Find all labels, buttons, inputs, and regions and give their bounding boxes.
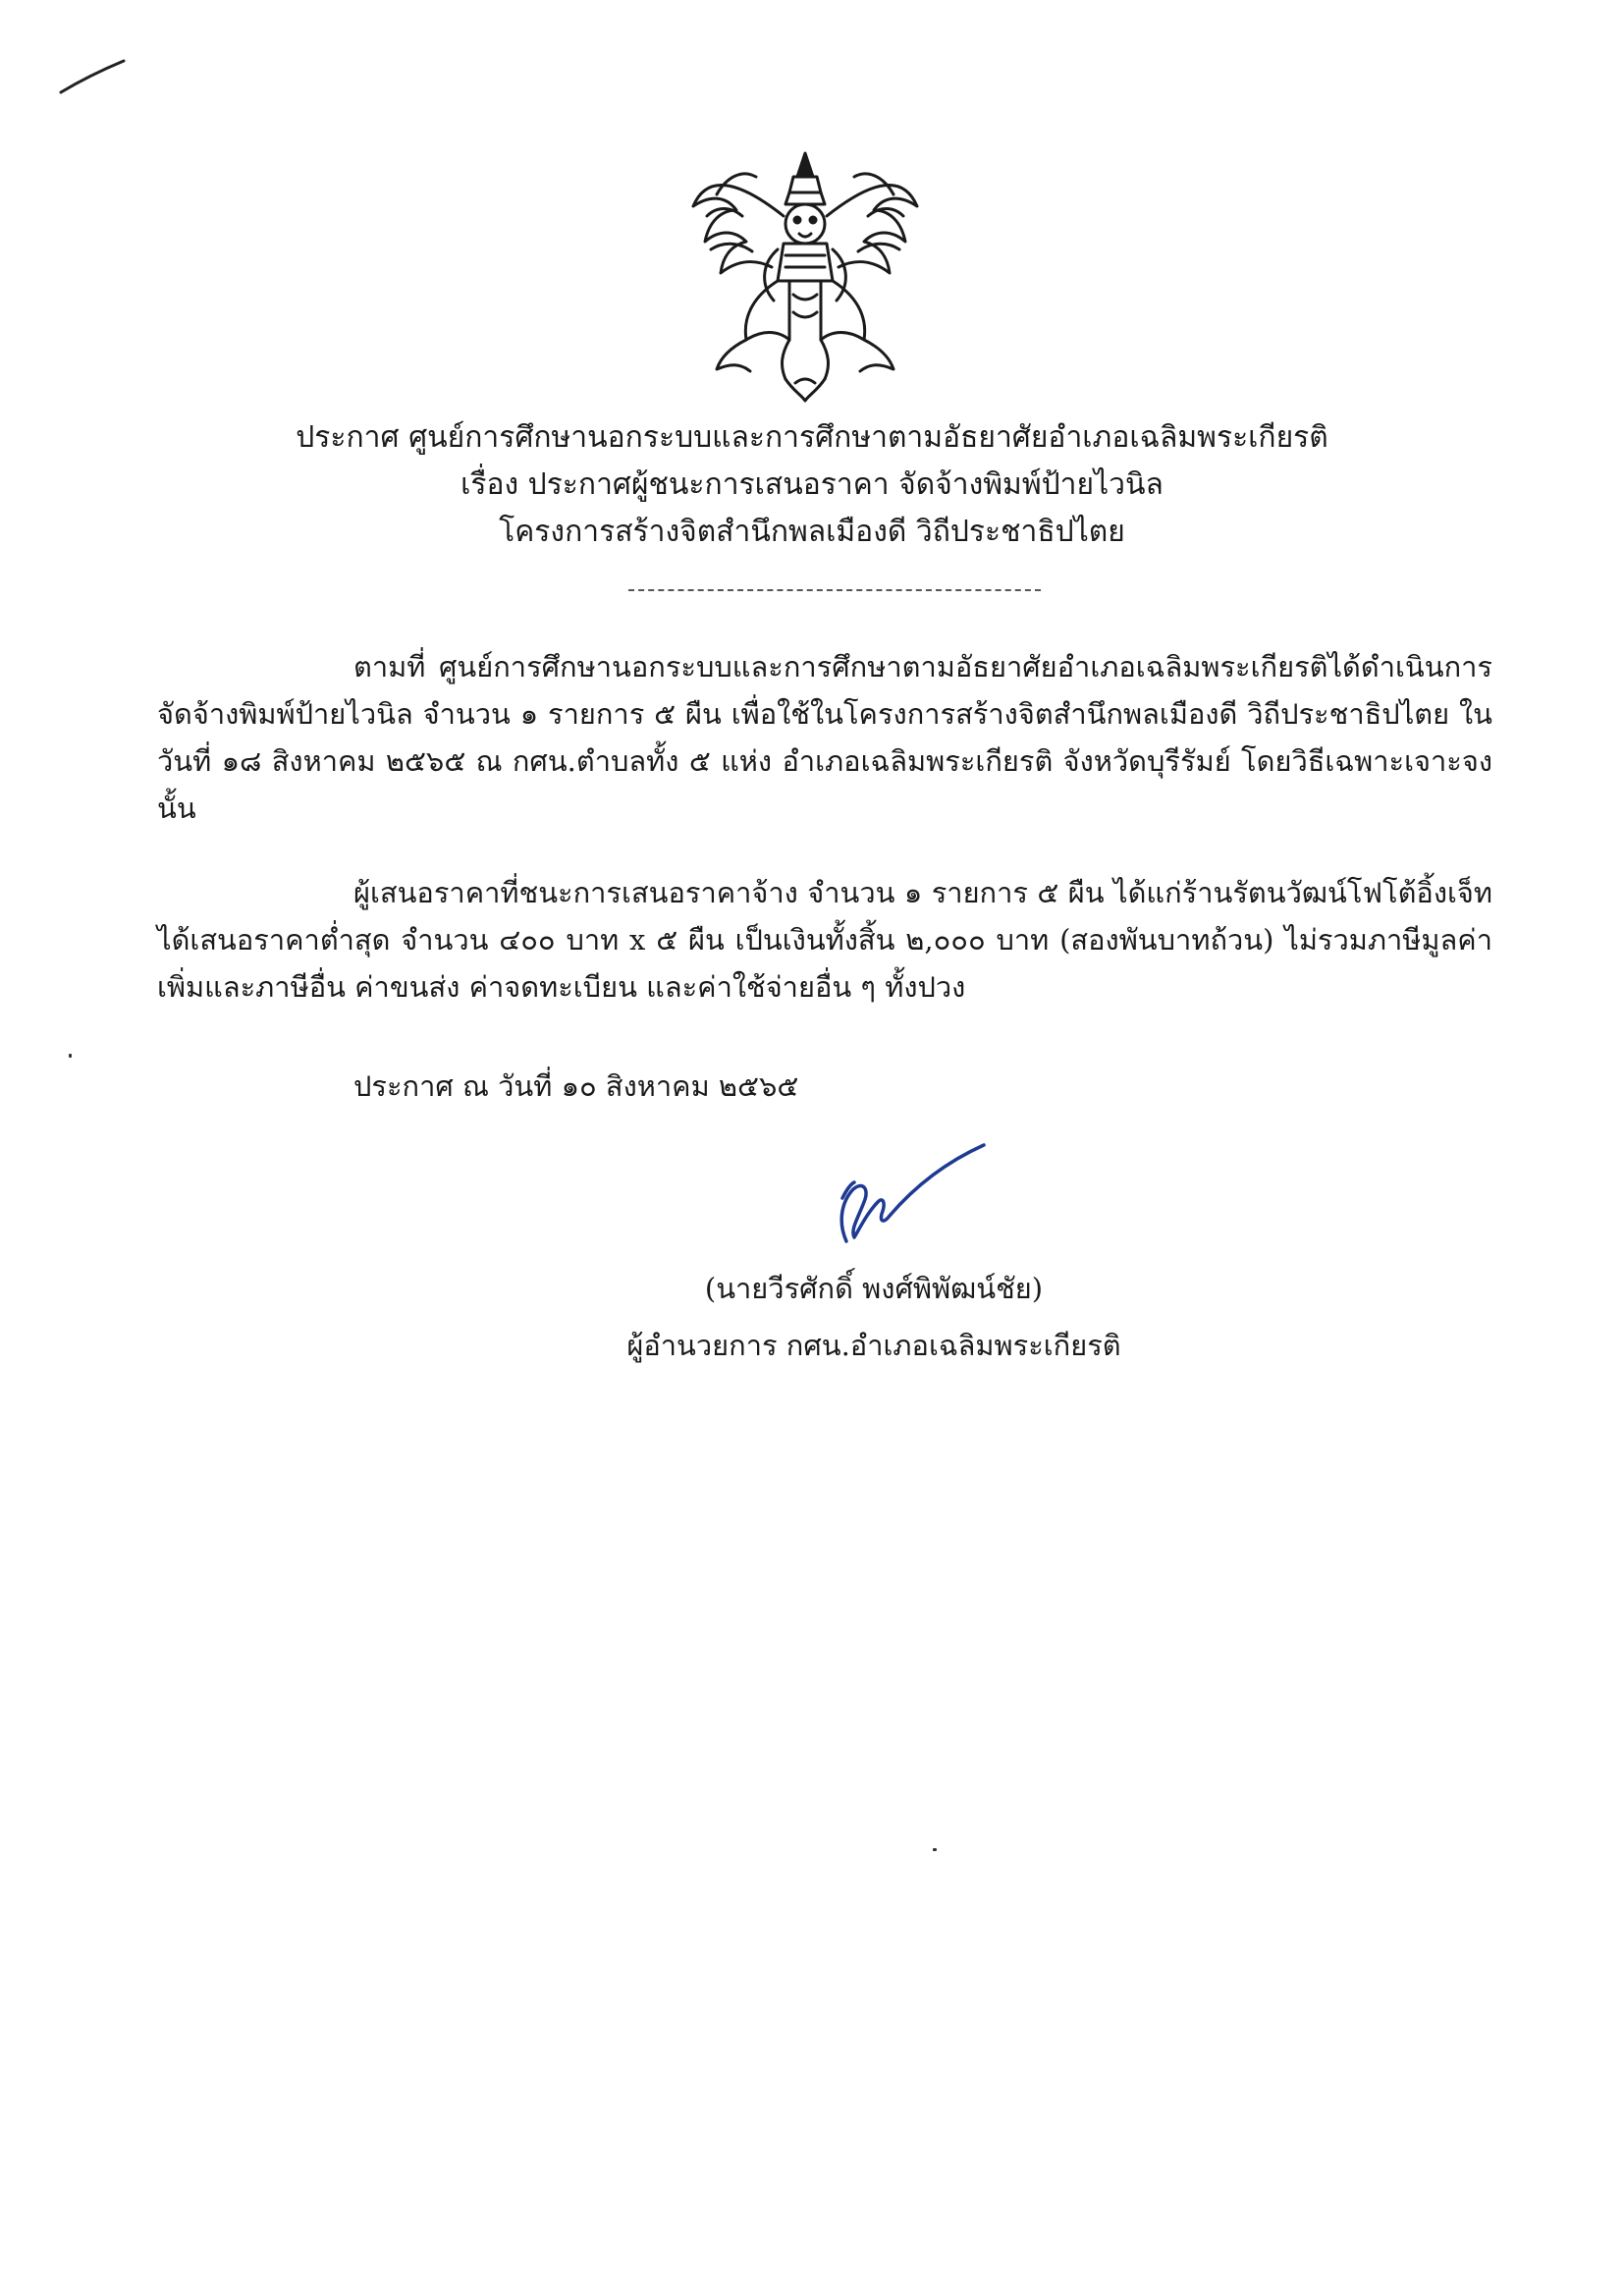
pen-stroke-mark-icon <box>57 57 128 96</box>
handwritten-signature-icon <box>825 1139 992 1247</box>
scan-speck <box>69 1054 72 1058</box>
title-line-organization: ประกาศ ศูนย์การศึกษานอกระบบและการศึกษาตามอัธยาศัยอำเภอเฉลิมพระเกียรติ <box>296 420 1328 455</box>
signer-position: ผู้อำนวยการ กศน.อำเภอเฉลิมพระเกียรติ <box>626 1329 1121 1362</box>
garuda-emblem-icon <box>687 147 923 405</box>
scan-speck <box>933 1848 937 1851</box>
title-divider <box>628 589 1041 591</box>
signer-name: (นายวีรศักดิ์ พงศ์พิพัฒน์ชัย) <box>704 1272 1044 1305</box>
announcement-date: ประกาศ ณ วันที่ ๑๐ สิงหาคม ๒๕๖๕ <box>353 1069 799 1103</box>
title-line-project: โครงการสร้างจิตสำนึกพลเมืองดี วิถีประชาธิปไตย <box>499 515 1125 549</box>
announcement-title <box>147 414 1477 556</box>
body-paragraph-1: ตามที่ ศูนย์การศึกษานอกระบบและการศึกษาตามอัธยาศัยอำเภอเฉลิมพระเกียรติได้ดำเนินการจัดจ้างพิมพ์ป้ายไวนิล จำนวน ๑ รายการ ๕ ผืน เพื่อใช้ในโครงการสร้างจิตสำนึกพลเมืองดี วิถีประชาธิปไตย ในวันที่ ๑๘ สิงหาคม ๒๕๖๕ ณ กศน.ตำบลทั้ง ๕ แห่ง อำเภอเฉลิมพระเกียรติ จังหวัดบุรีรัมย์ โดยวิธีเฉพาะเจาะจง นั้น <box>157 650 1492 825</box>
body-paragraph-2: ผู้เสนอราคาที่ชนะการเสนอราคาจ้าง จำนวน ๑ รายการ ๕ ผืน ได้แก่ร้านรัตนวัฒน์โฟโต้อิ้งเจ็ท ได้เสนอราคาต่ำสุด จำนวน ๔๐๐ บาท x ๕ ผืน เป็นเงินทั้งสิ้น ๒,๐๐๐ บาท (สองพันบาทถ้วน) ไม่รวมภาษีมูลค่าเพิ่มและภาษีอื่น ค่าขนส่ง ค่าจดทะเบียน และค่าใช้จ่ายอื่น ๆ ทั้งปวง <box>157 876 1492 1004</box>
title-line-subject: เรื่อง ประกาศผู้ชนะการเสนอราคา จัดจ้างพิมพ์ป้ายไวนิล <box>460 467 1164 502</box>
